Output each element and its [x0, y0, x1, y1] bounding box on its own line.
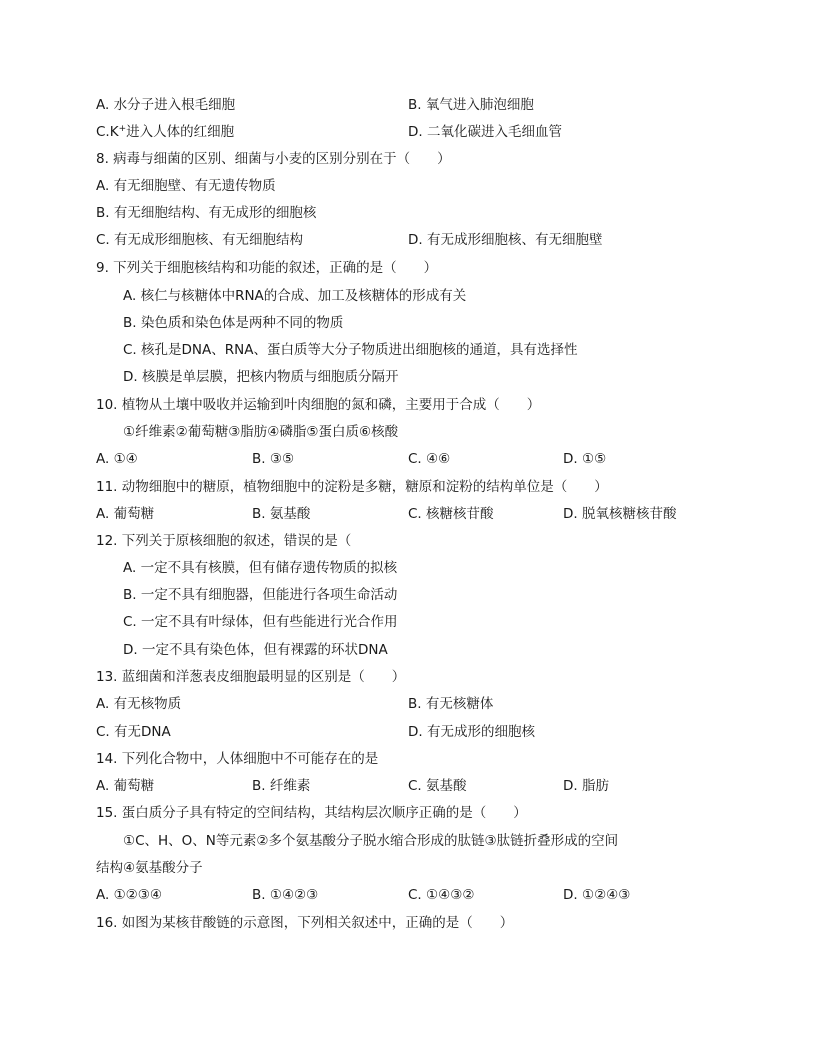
q9-stem: 9. 下列关于细胞核结构和功能的叙述，正确的是（ ）	[96, 260, 438, 276]
q13-option-d: D. 有无成形的细胞核	[408, 724, 535, 740]
q16-stem: 16. 如图为某核苷酸链的示意图，下列相关叙述中，正确的是（ ）	[96, 915, 514, 931]
q9-option-a: A. 核仁与核糖体中RNA的合成、加工及核糖体的形成有关	[123, 288, 467, 304]
q10-option-a: A. ①④	[96, 451, 138, 467]
q7-option-c-text: 进入人体的红细胞	[126, 124, 235, 140]
q8-option-a: A. 有无细胞壁、有无遗传物质	[96, 178, 276, 194]
q15-option-a: A. ①②③④	[96, 887, 162, 903]
q7-option-d: D. 二氧化碳进入毛细血管	[408, 124, 562, 140]
q12-stem: 12. 下列关于原核细胞的叙述，错误的是（	[96, 533, 352, 549]
q10-items: ①纤维素②葡萄糖③脂肪④磷脂⑤蛋白质⑥核酸	[123, 424, 399, 440]
q12-option-a: A. 一定不具有核膜，但有储存遗传物质的拟核	[123, 560, 398, 576]
q9-option-c: C. 核孔是DNA、RNA、蛋白质等大分子物质进出细胞核的通道，具有选择性	[123, 342, 578, 358]
q12-option-c: C. 一定不具有叶绿体，但有些能进行光合作用	[123, 614, 398, 630]
q9-option-d: D. 核膜是单层膜，把核内物质与细胞质分隔开	[123, 369, 399, 385]
q15-items-line-1: ①C、H、O、N等元素②多个氨基酸分子脱水缩合形成的肽链③肽链折叠形成的空间	[123, 833, 619, 849]
q14-option-a: A. 葡萄糖	[96, 778, 155, 794]
q14-stem: 14. 下列化合物中，人体细胞中不可能存在的是	[96, 751, 379, 767]
q7-option-c-superscript: +	[118, 124, 127, 134]
q10-option-d: D. ①⑤	[563, 451, 607, 467]
q9-option-b: B. 染色质和染色体是两种不同的物质	[123, 315, 344, 331]
q13-option-c: C. 有无DNA	[96, 724, 171, 740]
q7-option-c-prefix: C.K	[96, 124, 119, 140]
q11-option-a: A. 葡萄糖	[96, 506, 155, 522]
q11-stem: 11. 动物细胞中的糖原，植物细胞中的淀粉是多糖，糖原和淀粉的结构单位是（ ）	[96, 479, 608, 495]
q7-option-b: B. 氧气进入肺泡细胞	[408, 97, 534, 113]
q14-option-b: B. 纤维素	[252, 778, 311, 794]
q10-option-b: B. ③⑤	[252, 451, 295, 467]
q10-stem: 10. 植物从土壤中吸收并运输到叶肉细胞的氮和磷，主要用于合成（ ）	[96, 397, 541, 413]
q12-option-d: D. 一定不具有染色体，但有裸露的环状DNA	[123, 642, 388, 658]
q14-option-c: C. 氨基酸	[408, 778, 467, 794]
q15-option-d: D. ①②④③	[563, 887, 631, 903]
q15-option-c: C. ①④③②	[408, 887, 475, 903]
q15-option-b: B. ①④②③	[252, 887, 319, 903]
q8-stem: 8. 病毒与细菌的区别、细菌与小麦的区别分别在于（ ）	[96, 151, 451, 167]
q11-option-b: B. 氨基酸	[252, 506, 311, 522]
q11-option-d: D. 脱氧核糖核苷酸	[563, 506, 677, 522]
q8-option-d: D. 有无成形细胞核、有无细胞壁	[408, 232, 603, 248]
q7-option-a: A. 水分子进入根毛细胞	[96, 97, 236, 113]
q7-option-c	[96, 122, 234, 142]
q15-items-line-2: 结构④氨基酸分子	[96, 860, 203, 876]
q13-option-a: A. 有无核物质	[96, 696, 182, 712]
q8-option-b: B. 有无细胞结构、有无成形的细胞核	[96, 205, 317, 221]
q10-option-c: C. ④⑥	[408, 451, 451, 467]
q14-option-d: D. 脂肪	[563, 778, 609, 794]
q13-stem: 13. 蓝细菌和洋葱表皮细胞最明显的区别是（ ）	[96, 669, 406, 685]
q11-option-c: C. 核糖核苷酸	[408, 506, 494, 522]
q8-option-c: C. 有无成形细胞核、有无细胞结构	[96, 232, 304, 248]
q15-stem: 15. 蛋白质分子具有特定的空间结构，其结构层次顺序正确的是（ ）	[96, 805, 527, 821]
q12-option-b: B. 一定不具有细胞器，但能进行各项生命活动	[123, 587, 398, 603]
q13-option-b: B. 有无核糖体	[408, 696, 494, 712]
